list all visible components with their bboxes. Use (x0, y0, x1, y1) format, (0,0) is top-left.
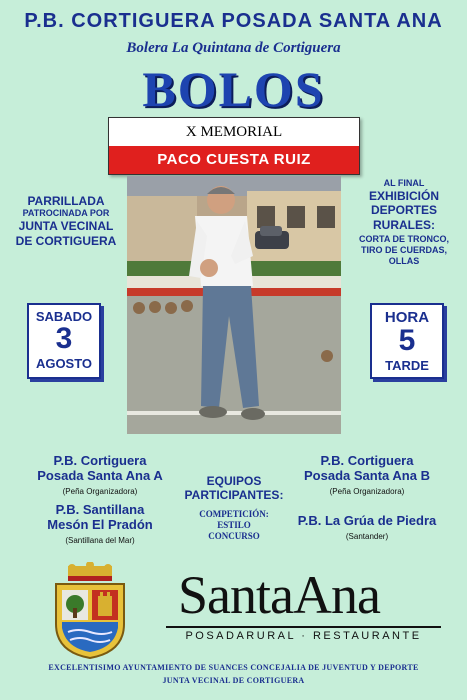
memorial-line2: PACO CUESTA RUIZ (109, 146, 359, 174)
exhibition-title-line2: DEPORTES (370, 203, 437, 218)
footer-line1: EXCELENTISIMO AYUNTAMIENTO DE SUANCES CONCEJALIA DE JUVENTUD Y DEPORTE (48, 663, 419, 672)
team-d-note: (Santander) (345, 531, 389, 541)
team-a (15, 454, 185, 496)
team-a-line1: P.B. Cortiguera (53, 453, 147, 468)
team-b-line2: Posada Santa Ana B (304, 467, 430, 483)
memorial-line1: X MEMORIAL (109, 118, 359, 146)
team-c (15, 503, 185, 545)
participants-title-line1: EQUIPOS (206, 474, 262, 488)
exhibition-title-line3: RURALES: (373, 217, 435, 232)
team-d-line1: P.B. La Grúa de Piedra (297, 513, 437, 528)
footer-line2: JUNTA VECINAL DE CORTIGUERA (162, 676, 305, 685)
participants-info (183, 474, 285, 503)
exhibition-event-2: TIRO DE CUERDAS, (360, 244, 447, 255)
bolos-heading: BOLOS (142, 61, 325, 117)
player-illustration (127, 176, 341, 434)
time-label: HORA (384, 309, 430, 326)
barbecue-title: PARRILLADA (27, 194, 105, 208)
time-period: TARDE (385, 358, 429, 373)
poster-subtitle: Bolera La Quintana de Cortiguera (126, 40, 341, 56)
date-day: 3 (55, 322, 73, 355)
team-d (282, 514, 452, 541)
team-a-note: (Peña Organizadora) (62, 486, 138, 496)
exhibition-title-line1: EXHIBICIÓN (368, 188, 439, 203)
barbecue-info (10, 194, 122, 248)
date-day-name: SABADO (35, 309, 93, 324)
team-b-line1: P.B. Cortiguera (320, 453, 414, 468)
exhibition-info (343, 178, 465, 266)
team-c-note: (Santillana del Mar) (65, 535, 135, 545)
exhibition-event-3: OLLAS (388, 255, 420, 266)
memorial-box (108, 117, 360, 175)
team-b (282, 454, 452, 496)
participants-title-line2: PARTICIPANTES: (184, 488, 284, 503)
competition-info (183, 509, 285, 541)
competition-style-label: ESTILO (217, 519, 251, 530)
exhibition-event-1: CORTA DE TRONCO, (359, 233, 449, 244)
team-a-line2: Posada Santa Ana A (37, 467, 163, 483)
team-c-line2: Mesón El Pradón (47, 516, 153, 532)
barbecue-sponsor-line2: DE CORTIGUERA (15, 233, 117, 248)
coat-of-arms-icon (48, 562, 132, 660)
competition-style-value: CONCURSO (208, 530, 260, 541)
player-photo (127, 176, 341, 434)
time-hour: 5 (398, 324, 416, 357)
date-box (27, 303, 101, 379)
santaana-logo-subtitle: POSADARURAL · RESTAURANTE (185, 630, 422, 642)
exhibition-timing: AL FINAL (383, 178, 425, 188)
date-month: AGOSTO (35, 356, 93, 371)
team-c-line1: P.B. Santillana (55, 502, 145, 517)
poster-title: P.B. CORTIGUERA POSADA SANTA ANA (24, 10, 443, 32)
barbecue-sponsor-label: PATROCINADA POR (22, 208, 110, 219)
team-b-note: (Peña Organizadora) (329, 486, 405, 496)
competition-label: COMPETICIÓN: (199, 509, 269, 519)
time-box (370, 303, 444, 379)
barbecue-sponsor-line1: JUNTA VECINAL (18, 219, 114, 234)
logo-divider (166, 626, 441, 628)
santaana-logo-text: SantaAna (178, 565, 380, 625)
